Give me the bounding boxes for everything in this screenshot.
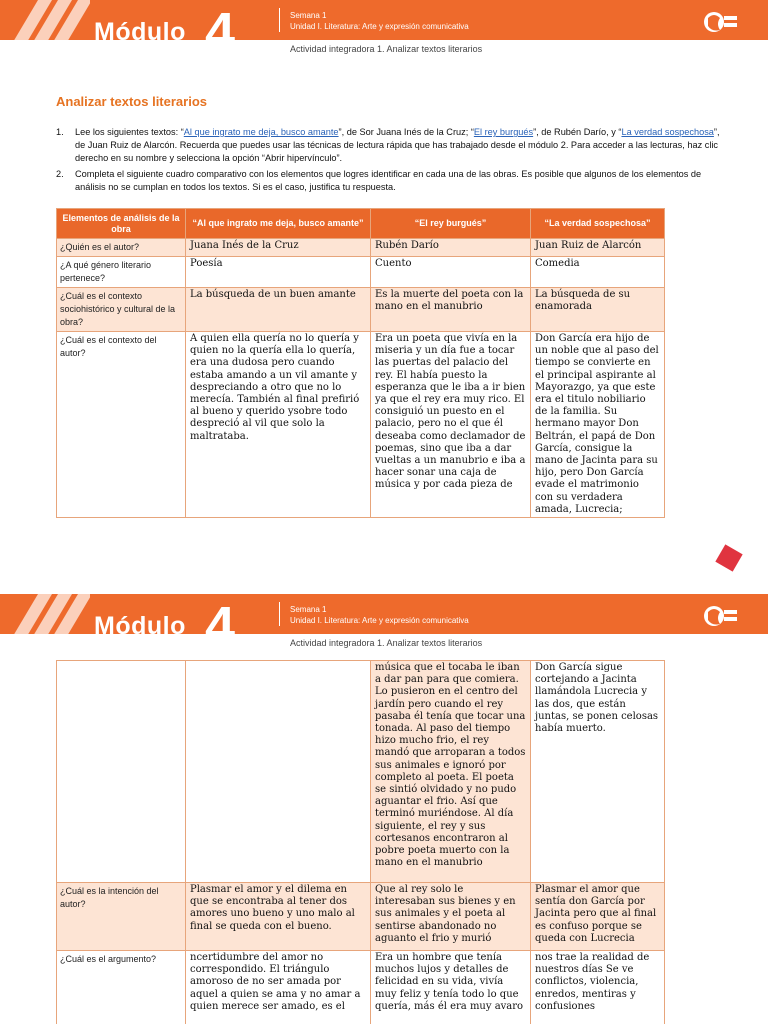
header-el-rey-burgues: “El rey burgués” xyxy=(371,209,531,239)
row-label: ¿Cuál es la intención del autor? xyxy=(57,883,186,951)
link-el-rey-burgues[interactable]: El rey burgués xyxy=(473,127,534,137)
module-number: 4 xyxy=(205,2,236,62)
header-divider xyxy=(279,602,280,626)
answer-cell[interactable]: Plasmar el amor que sentía don García por Jacinta pero que al final es confuso porque se queda con Lucrecia xyxy=(531,883,665,951)
answer-cell[interactable]: La búsqueda de un buen amante xyxy=(186,288,371,332)
answer-cell[interactable]: Juan Ruiz de Alarcón xyxy=(531,239,665,257)
unit-label: Unidad I. Literatura: Arte y expresión comunicativa xyxy=(290,616,469,625)
answer-cell[interactable]: Plasmar el amor y el dilema en que se encontraba al tener dos amores uno bueno y uno malo al final se queda con el bueno. xyxy=(186,883,371,951)
page-gap xyxy=(0,540,768,594)
instruction-text: Completa el siguiente cuadro comparativo con los elementos que logres identificar en cada una de las obras. Es posible que algunos de los elementos de análisis no se cumplan en todos los textos. Si es el caso, justifica tu respuesta. xyxy=(75,169,702,192)
answer-cell[interactable]: Rubén Darío xyxy=(371,239,531,257)
row-label xyxy=(57,661,186,883)
answer-cell[interactable]: Poesía xyxy=(186,257,371,288)
row-label: ¿Cuál es el contexto del autor? xyxy=(57,332,186,518)
institution-logo-icon xyxy=(700,8,740,36)
week-label: Semana 1 xyxy=(290,11,327,20)
table-row xyxy=(57,239,665,257)
answer-cell[interactable]: música que el tocaba le iban a dar pan para que comiera. Lo pusieron en el centro del jardín pero cuando el rey pasaba él tenía que tocar una tonada. Al paso del tiempo hizo mucho frio, el rey mandó que arroparan a todos sus animales e ignoró por completo al poeta. El poeta se sintió olvidado y no pudo aguantar el frio. Así que terminó muriéndose. Al día siguiente, el rey y sus cortesanos encontraron al pobre poeta muerto con la mano en el manubrio xyxy=(371,661,531,883)
module-header xyxy=(0,0,768,64)
answer-cell[interactable] xyxy=(186,661,371,883)
comparison-table-part-2 xyxy=(56,660,665,1024)
row-label: ¿Cuál es el argumento? xyxy=(57,951,186,1024)
link-al-que-ingrato[interactable]: Al que ingrato me deja, busco amante xyxy=(183,127,339,137)
activity-label: Actividad integradora 1. Analizar textos literarios xyxy=(290,44,483,54)
module-label: Módulo xyxy=(94,18,186,46)
answer-cell[interactable]: ncertidumbre del amor no correspondido. El triángulo amoroso de no ser amada por aquel a quien se ama y no amar a quien merece ser amado, es el xyxy=(186,951,371,1024)
table-row xyxy=(57,661,665,883)
answer-cell[interactable]: Es la muerte del poeta con la mano en el manubrio xyxy=(371,288,531,332)
activity-label: Actividad integradora 1. Analizar textos literarios xyxy=(290,638,483,648)
table-row xyxy=(57,951,665,1024)
answer-cell[interactable]: Comedia xyxy=(531,257,665,288)
answer-cell[interactable]: La búsqueda de su enamorada xyxy=(531,288,665,332)
header-al-que-ingrato: “Al que ingrato me deja, busco amante” xyxy=(186,209,371,239)
comparison-table-part-1 xyxy=(56,208,665,518)
instruction-number: 1. xyxy=(56,127,64,137)
header-divider xyxy=(279,8,280,32)
link-la-verdad-sospechosa[interactable]: La verdad sospechosa xyxy=(621,127,714,137)
answer-cell[interactable]: Era un hombre que tenía muchos lujos y detalles de felicidad en su vida, vivía muy feliz y tenía todo lo que quería, más él era muy avaro xyxy=(371,951,531,1024)
instruction-2 xyxy=(56,168,726,194)
answer-cell[interactable]: Don García sigue cortejando a Jacinta llamándola Lucrecia y las dos, que están juntas, se ponen celosas había muerto. xyxy=(531,661,665,883)
header-elementos: Elementos de análisis de la obra xyxy=(57,209,186,239)
instruction-text: Lee los siguientes textos: “Al que ingrato me deja, busco amante”, de Sor Juana Inés de la Cruz; “El rey burgués”, de Rubén Darío, y “La verdad sospechosa”, de Juan Ruiz de Alarcón. Recuerda que puedes usar las técnicas de lectura rápida que has trabajado desde el módulo 2. Para acceder a las lecturas, haz clic derecho en su nombre y selecciona la opción “Abrir hipervínculo”. xyxy=(75,127,720,163)
institution-logo-icon xyxy=(700,602,740,630)
row-label: ¿Cuál es el contexto sociohistórico y cultural de la obra? xyxy=(57,288,186,332)
module-header xyxy=(0,594,768,658)
instruction-1 xyxy=(56,126,726,165)
module-number: 4 xyxy=(205,596,236,656)
page-title: Analizar textos literarios xyxy=(56,94,207,109)
document-page-2 xyxy=(0,594,768,1024)
answer-cell[interactable]: Juana Inés de la Cruz xyxy=(186,239,371,257)
module-label: Módulo xyxy=(94,612,186,640)
table-row xyxy=(57,883,665,951)
unit-label: Unidad I. Literatura: Arte y expresión comunicativa xyxy=(290,22,469,31)
table-row xyxy=(57,288,665,332)
answer-cell[interactable]: nos trae la realidad de nuestros días Se ve conflictos, violencia, enredos, mentiras y confusiones xyxy=(531,951,665,1024)
row-label: ¿A qué género literario pertenece? xyxy=(57,257,186,288)
answer-cell[interactable]: Era un poeta que vivía en la miseria y un día fue a tocar las puertas del palacio del rey. El había puesto la esperanza que le iba a ir bien ya que el rey era muy rico. El consiguió un puesto en el palacio, pero no el que él deseaba como declamador de poemas, sino que iba a dar vueltas a un manubrio e iba a hacer sonar una caja de música y por cada pieza de xyxy=(371,332,531,518)
table-row xyxy=(57,332,665,518)
instruction-number: 2. xyxy=(56,169,64,179)
answer-cell[interactable]: Cuento xyxy=(371,257,531,288)
table-row xyxy=(57,257,665,288)
week-label: Semana 1 xyxy=(290,605,327,614)
header-la-verdad-sospechosa: “La verdad sospechosa” xyxy=(531,209,665,239)
answer-cell[interactable]: Que al rey solo le interesaban sus bienes y en sus animales y el poeta al sentirse abandonado no aguanto el frio y murió xyxy=(371,883,531,951)
row-label: ¿Quién es el autor? xyxy=(57,239,186,257)
answer-cell[interactable]: Don García era hijo de un noble que al paso del tiempo se convierte en el principal aspirante al Mayorazgo, ya que este era el titulo nobiliario de la familia. Su hermano mayor Don Beltrán, el papá de Don García, consigue la mano de Jacinta para su hijo, pero Don García evade el matrimonio con su verdadera amada, Lucrecia; xyxy=(531,332,665,518)
answer-cell[interactable]: A quien ella quería no lo quería y quien no la quería ella lo quería, era una dudosa pero cuando estaba amando a un vil amante y despreciando a otro que no lo merecía. También al final prefirió al bueno y querido ysobre todo despreció al vil que solo la maltrataba. xyxy=(186,332,371,518)
